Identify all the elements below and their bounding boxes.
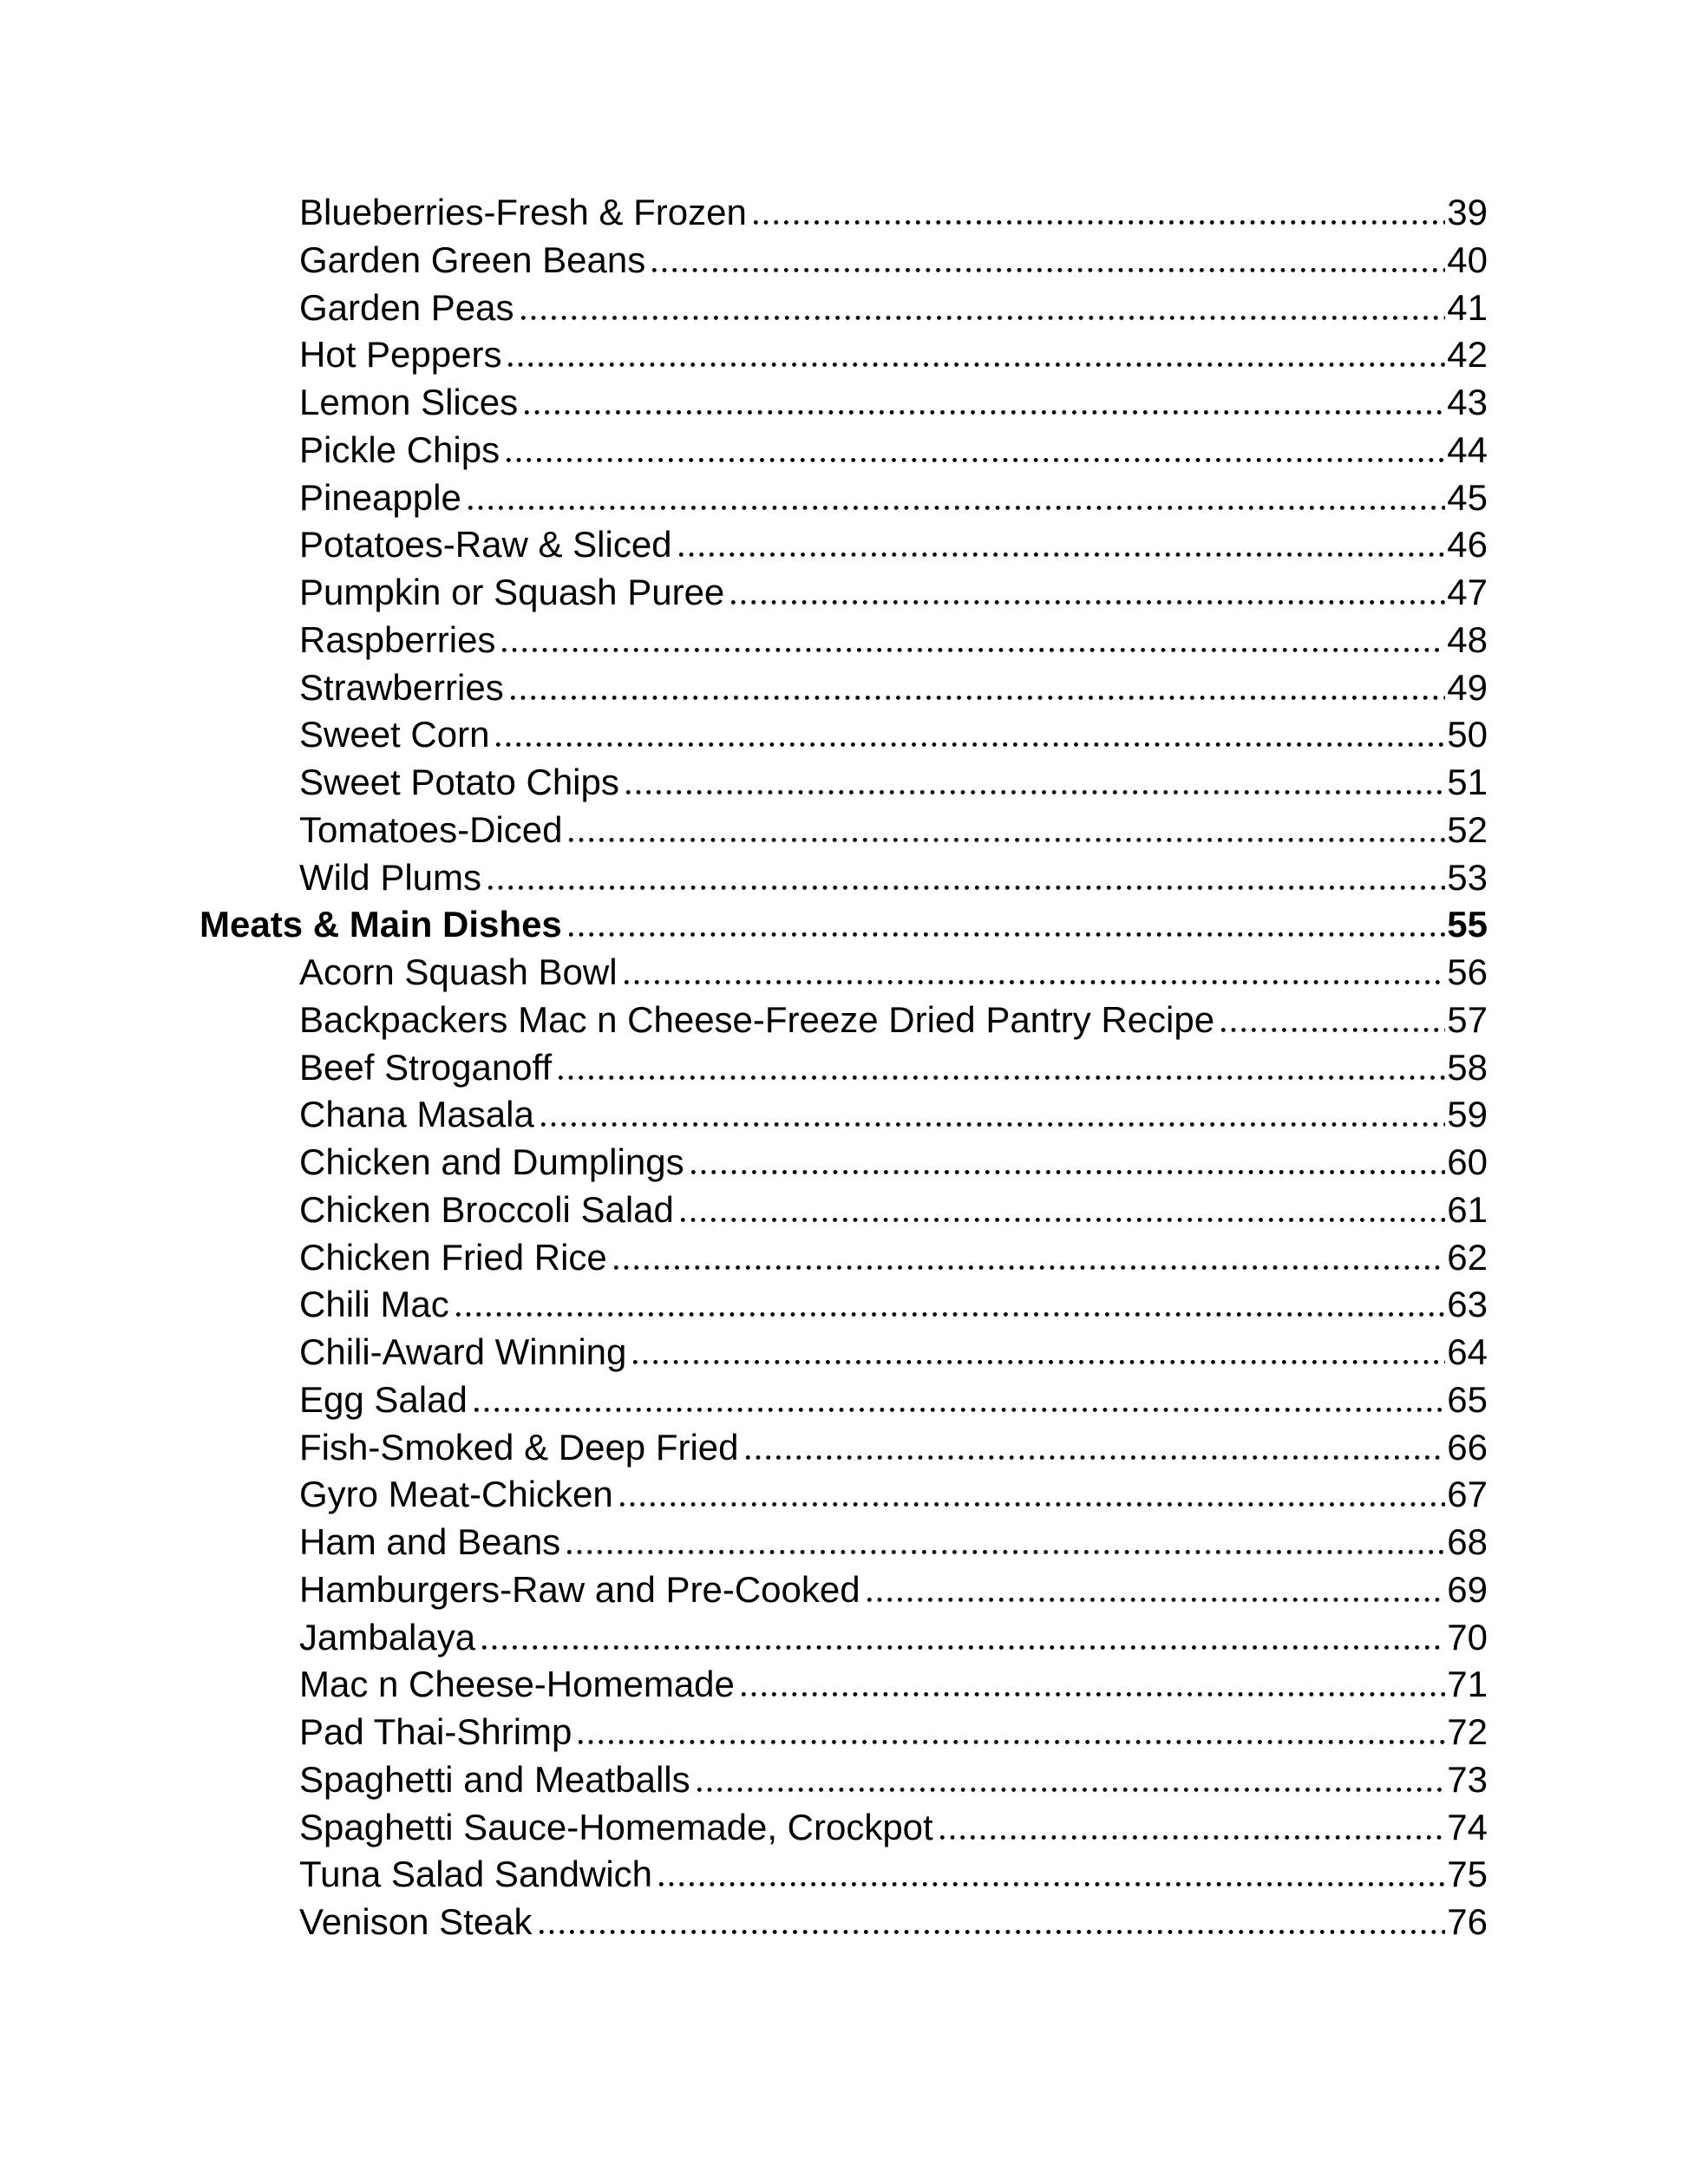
toc-entry[interactable] [200,284,1488,332]
toc-entry[interactable] [200,1329,1488,1376]
toc-entry[interactable] [200,1424,1488,1472]
dot-leader [867,1597,1446,1602]
toc-entry-label: Spaghetti and Meatballs [299,1758,690,1800]
toc-entry-label: Meats & Main Dishes [200,904,562,945]
dot-leader [691,1169,1446,1174]
toc-entry-label: Backpackers Mac n Cheese-Freeze Dried Pantry Recipe [299,998,1215,1040]
dot-leader [468,505,1445,510]
toc-entry[interactable] [200,189,1488,237]
toc-entry-page: 51 [1447,762,1488,802]
toc-entry-label: Pumpkin or Squash Puree [299,572,725,612]
toc-entry-label: Gyro Meat-Chicken [299,1474,613,1515]
toc-entry[interactable] [200,1281,1488,1329]
dot-leader [697,1787,1446,1792]
dot-leader [496,742,1445,747]
toc-entry-label: Garden Green Beans [299,239,646,280]
toc-entry[interactable] [200,664,1488,712]
toc-entry-label: Beef Stroganoff [299,1046,553,1088]
toc-entry[interactable] [200,1566,1488,1614]
toc-entry-page: 44 [1447,428,1488,470]
toc-entry-page: 45 [1447,476,1488,518]
dot-leader [746,1455,1446,1460]
toc-entry-label: Potatoes-Raw & Sliced [299,524,672,566]
dot-leader [567,1549,1445,1554]
toc-entry-page: 46 [1447,524,1488,566]
dot-leader [569,932,1445,937]
toc-entry-page: 61 [1447,1188,1488,1230]
toc-entry[interactable] [200,854,1488,902]
toc-entry[interactable] [200,1709,1488,1756]
toc-entry-page: 68 [1447,1521,1488,1562]
toc-entry-page: 48 [1447,618,1488,660]
toc-entry-page: 66 [1447,1426,1488,1468]
toc-entry-page: 62 [1447,1236,1488,1278]
toc-entry[interactable] [200,901,1488,949]
toc-entry[interactable] [200,997,1488,1044]
toc-entry[interactable] [200,427,1488,474]
dot-leader [620,1501,1446,1507]
toc-entry-label: Sweet Potato Chips [299,762,619,802]
toc-entry-label: Acorn Squash Bowl [299,951,618,992]
toc-entry-label: Chili Mac [299,1284,449,1325]
toc-entry-label: Lemon Slices [299,382,519,422]
dot-leader [569,837,1445,842]
toc-entry-label: Ham and Beans [299,1521,561,1562]
toc-entry-page: 41 [1447,286,1488,328]
toc-entry[interactable] [200,1139,1488,1187]
toc-entry-label: Hamburgers-Raw and Pre-Cooked [299,1568,860,1610]
toc-entry-label: Pickle Chips [299,428,501,470]
dot-leader [541,1121,1445,1127]
dot-leader [502,647,1445,652]
toc-entry[interactable] [200,759,1488,807]
toc-entry-page: 69 [1447,1568,1488,1610]
toc-entry[interactable] [200,1044,1488,1092]
toc-entry-page: 75 [1447,1854,1488,1895]
toc-entry-label: Tomatoes-Diced [299,808,563,850]
dot-leader [626,789,1445,794]
toc-entry[interactable] [200,1519,1488,1566]
toc-entry-page: 70 [1447,1616,1488,1658]
toc-entry[interactable] [200,379,1488,427]
dot-leader [625,979,1446,984]
toc-entry-label: Sweet Corn [299,714,490,755]
toc-entry[interactable] [200,474,1488,522]
toc-entry-page: 56 [1447,951,1488,992]
dot-leader [456,1311,1446,1317]
dot-leader [521,315,1446,320]
toc-entry-label: Strawberries [299,666,504,708]
dot-leader [754,219,1445,225]
toc-entry-page: 57 [1447,998,1488,1040]
dot-leader [579,1739,1445,1744]
toc-entry-label: Hot Peppers [299,334,502,376]
dot-leader [488,885,1445,890]
toc-entry-label: Chicken Fried Rice [299,1236,607,1278]
dot-leader [482,1645,1445,1650]
dot-leader [633,1359,1445,1364]
toc-entry-label: Pineapple [299,476,461,518]
toc-entry-page: 64 [1447,1331,1488,1372]
toc-entry-page: 55 [1447,904,1488,945]
toc-entry-page: 67 [1447,1474,1488,1515]
dot-leader [731,599,1445,605]
dot-leader [652,267,1445,272]
toc-entry-label: Chana Masala [299,1094,534,1135]
dot-leader [614,1265,1445,1270]
dot-leader [474,1407,1445,1412]
toc-entry[interactable] [200,617,1488,664]
toc-entry-label: Fish-Smoked & Deep Fried [299,1426,739,1468]
dot-leader [559,1075,1445,1080]
dot-leader [508,362,1445,367]
toc-entry-page: 63 [1447,1284,1488,1325]
toc-entry-page: 76 [1447,1901,1488,1942]
toc-entry-page: 40 [1447,239,1488,280]
toc-entry[interactable] [200,1756,1488,1804]
toc-entry-page: 49 [1447,666,1488,708]
toc-entry-page: 43 [1447,382,1488,422]
toc-entry-page: 73 [1447,1758,1488,1800]
toc-entry-page: 53 [1447,856,1488,898]
dot-leader [679,552,1446,557]
toc-entry[interactable] [200,569,1488,617]
dot-leader [540,1929,1446,1934]
toc-entry[interactable] [200,1804,1488,1852]
toc-entry[interactable] [200,1614,1488,1662]
toc-entry-label: Wild Plums [299,856,482,898]
toc-entry-page: 42 [1447,334,1488,376]
toc-entry[interactable] [200,1899,1488,1946]
toc-entry-page: 60 [1447,1141,1488,1182]
toc-entry-page: 65 [1447,1378,1488,1420]
toc-entry[interactable] [200,949,1488,997]
dot-leader [525,409,1445,415]
dot-leader [1221,1027,1445,1032]
toc-entry[interactable] [200,521,1488,569]
toc-entry[interactable] [200,1187,1488,1234]
dot-leader [681,1217,1445,1222]
toc-entry-label: Jambalaya [299,1616,476,1658]
toc-entry-label: Tuna Salad Sandwich [299,1854,653,1895]
toc-entry[interactable] [200,331,1488,379]
toc-entry[interactable] [200,1091,1488,1139]
toc-entry-label: Chicken and Dumplings [299,1141,684,1182]
toc-entry[interactable] [200,1661,1488,1709]
toc-entry-label: Venison Steak [299,1901,533,1942]
toc-entry-page: 52 [1447,808,1488,850]
toc-entry-label: Raspberries [299,618,496,660]
toc-entry[interactable] [200,807,1488,854]
toc-entry-label: Garden Peas [299,286,514,328]
toc-entry-page: 72 [1447,1711,1488,1752]
toc-entry-label: Blueberries-Fresh & Frozen [299,192,747,232]
toc-entry-label: Pad Thai-Shrimp [299,1711,572,1752]
toc-entry-label: Chicken Broccoli Salad [299,1188,674,1230]
toc-entry-page: 58 [1447,1046,1488,1088]
toc-entry-page: 39 [1447,192,1488,232]
toc-entry-page: 50 [1447,714,1488,755]
dot-leader [742,1691,1445,1697]
toc-entry-label: Mac n Cheese-Homemade [299,1664,735,1705]
toc-entry[interactable] [200,711,1488,759]
toc-entry-label: Chili-Award Winning [299,1331,627,1372]
toc-entry[interactable] [200,1376,1488,1424]
toc-entry[interactable] [200,1851,1488,1899]
toc-entry[interactable] [200,1234,1488,1282]
dot-leader [659,1881,1445,1886]
toc-entry[interactable] [200,1471,1488,1519]
table-of-contents [200,189,1488,1946]
toc-entry-page: 74 [1447,1806,1488,1847]
toc-entry-page: 47 [1447,572,1488,612]
dot-leader [511,695,1446,700]
toc-entry-label: Spaghetti Sauce-Homemade, Crockpot [299,1806,933,1847]
toc-entry-label: Egg Salad [299,1378,468,1420]
dot-leader [940,1834,1446,1840]
dot-leader [507,457,1445,462]
toc-entry[interactable] [200,237,1488,284]
toc-entry-page: 59 [1447,1094,1488,1135]
toc-entry-page: 71 [1447,1664,1488,1705]
